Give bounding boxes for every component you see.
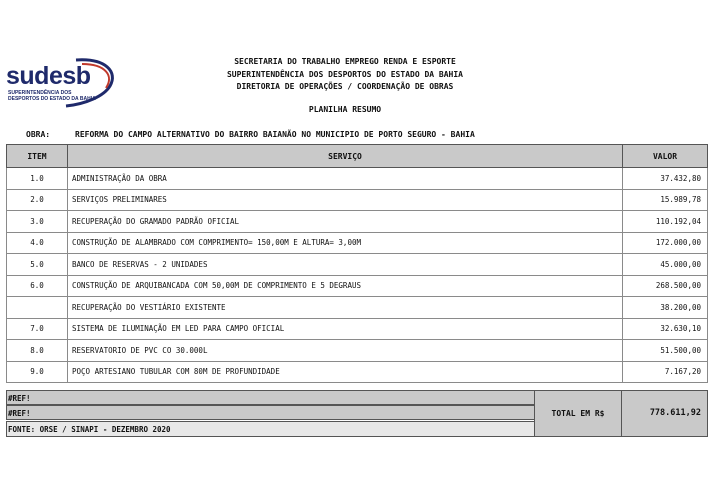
- table-row: [7, 254, 708, 276]
- row-valor: 110.192,04: [623, 211, 708, 233]
- row-item: 4.0: [7, 232, 68, 254]
- obra-description: REFORMA DO CAMPO ALTERNATIVO DO BAIRRO BAIANÃO NO MUNICIPIO DE PORTO SEGURO - BAHIA: [75, 130, 475, 139]
- row-servico: RESERVATORIO DE PVC CO 30.000L: [68, 340, 623, 362]
- row-valor: 32.630,10: [623, 318, 708, 340]
- row-valor: 51.500,00: [623, 340, 708, 362]
- header-valor: VALOR: [623, 145, 708, 168]
- row-valor: 172.000,00: [623, 232, 708, 254]
- row-servico: RECUPERAÇÃO DO VESTIÁRIO EXISTENTE: [68, 297, 623, 319]
- row-item: 2.0: [7, 189, 68, 211]
- row-valor: 7.167,20: [623, 361, 708, 383]
- row-item: 8.0: [7, 340, 68, 362]
- row-item: 6.0: [7, 275, 68, 297]
- row-item: 3.0: [7, 211, 68, 233]
- row-valor: 38.200,00: [623, 297, 708, 319]
- table-row: [7, 361, 708, 383]
- row-item: 1.0: [7, 168, 68, 190]
- table-footer: [6, 390, 708, 437]
- obra-label: OBRA:: [26, 130, 51, 139]
- header-line-2: SUPERINTENDÊNCIA DOS DESPORTOS DO ESTADO DA BAHIA: [226, 70, 463, 79]
- header-line-3: DIRETORIA DE OPERAÇÕES / COORDENAÇÃO DE OBRAS: [236, 82, 454, 91]
- logo-word: sudesb: [6, 62, 91, 90]
- table-row: [7, 232, 708, 254]
- row-servico: CONSTRUÇÃO DE ALAMBRADO COM COMPRIMENTO= 150,00M E ALTURA= 3,00M: [68, 232, 623, 254]
- table-row: [7, 275, 708, 297]
- row-item: 9.0: [7, 361, 68, 383]
- row-item: [7, 297, 68, 319]
- summary-table: [6, 144, 708, 383]
- table-row: [7, 211, 708, 233]
- header-item: ITEM: [7, 145, 68, 168]
- row-servico: CONSTRUÇÃO DE ARQUIBANCADA COM 50,00M DE COMPRIMENTO E 5 DEGRAUS: [68, 275, 623, 297]
- table-row: [7, 168, 708, 190]
- sudesb-logo: [6, 56, 118, 110]
- logo-subtitle: SUPERINTENDÊNCIA DOS DESPORTOS DO ESTADO DA BAHIA: [8, 90, 96, 102]
- header-servico: SERVIÇO: [68, 145, 623, 168]
- table-row: [7, 318, 708, 340]
- row-servico: RECUPERAÇÃO DO GRAMADO PADRÃO OFICIAL: [68, 211, 623, 233]
- row-valor: 268.500,00: [623, 275, 708, 297]
- total-value: 778.611,92: [622, 390, 708, 437]
- row-servico: BANCO DE RESERVAS - 2 UNIDADES: [68, 254, 623, 276]
- row-valor: 45.000,00: [623, 254, 708, 276]
- row-servico: POÇO ARTESIANO TUBULAR COM 80M DE PROFUNDIDADE: [68, 361, 623, 383]
- header-line-1: SECRETARIA DO TRABALHO EMPREGO RENDA E ESPORTE: [234, 57, 456, 66]
- table-row: [7, 189, 708, 211]
- row-valor: 37.432,80: [623, 168, 708, 190]
- table-header-row: [7, 145, 708, 168]
- row-item: 7.0: [7, 318, 68, 340]
- row-valor: 15.989,78: [623, 189, 708, 211]
- row-servico: SERVIÇOS PRELIMINARES: [68, 189, 623, 211]
- row-item: 5.0: [7, 254, 68, 276]
- total-label: TOTAL EM R$: [534, 390, 622, 437]
- ref-error-1: #REF!: [6, 390, 534, 405]
- table-row: [7, 340, 708, 362]
- table-row: [7, 297, 708, 319]
- source-note: FONTE: ORSE / SINAPI - DEZEMBRO 2020: [6, 421, 534, 437]
- document-title: PLANILHA RESUMO: [308, 105, 382, 114]
- row-servico: SISTEMA DE ILUMINAÇÃO EM LED PARA CAMPO OFICIAL: [68, 318, 623, 340]
- ref-error-2: #REF!: [6, 405, 534, 420]
- row-servico: ADMINISTRAÇÃO DA OBRA: [68, 168, 623, 190]
